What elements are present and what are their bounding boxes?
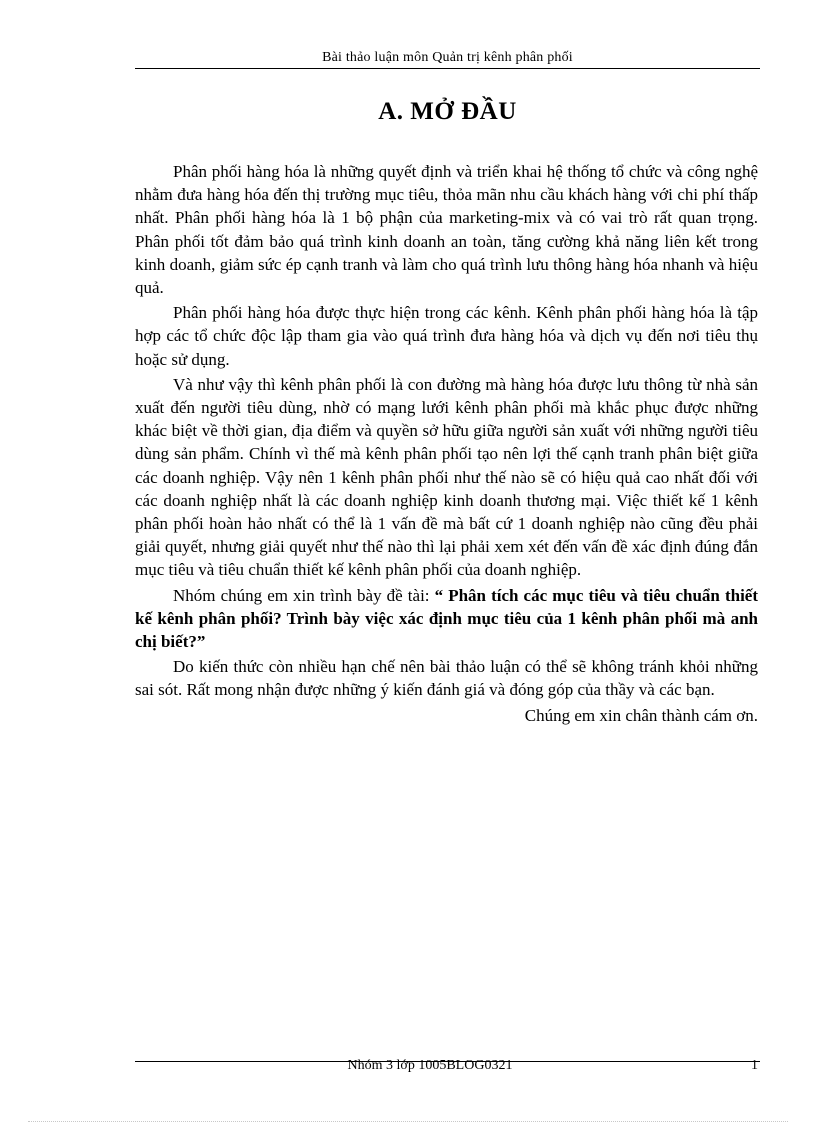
page-boundary [28, 1121, 788, 1122]
body-text [135, 160, 758, 727]
paragraph-5: Do kiến thức còn nhiều hạn chế nên bài thảo luận có thể sẽ không tránh khỏi những sai sót. Rất mong nhận được những ý kiến đánh giá và đóng góp của thầy và các bạn. [135, 657, 758, 700]
paragraph-3: Và như vậy thì kênh phân phối là con đường mà hàng hóa được lưu thông từ nhà sản xuất đến người tiêu dùng, nhờ có mạng lưới kênh phân phối mà khắc phục được những khác biệt về thời gian, địa điểm và quyền sở hữu giữa người sản xuất với những người tiêu dùng sản phẩm. Chính vì thế mà kênh phân phối tạo nên lợi thế cạnh tranh phân biệt giữa các doanh nghiệp. Vậy nên 1 kênh phân phối như thế nào sẽ có hiệu quả cao nhất đối với các doanh nghiệp nhất là các doanh nghiệp kinh doanh thương mại. Việc thiết kế 1 kênh phân phối hoàn hảo nhất có thể là 1 vấn đề mà bất cứ 1 doanh nghiệp nào cũng đều phải giải quyết, nhưng giải quyết như thế nào thì lại phải xem xét đến vấn đề xác định đúng đắn mục tiêu và tiêu chuẩn thiết kế kênh phân phối của doanh nghiệp. [135, 374, 758, 580]
section-title: A. MỞ ĐẦU [378, 98, 517, 125]
running-footer: Nhóm 3 lớp 1005BLOG0321 [347, 1058, 513, 1073]
closing-line: Chúng em xin chân thành cám ơn. [524, 705, 758, 725]
paragraph-1: Phân phối hàng hóa là những quyết định và triển khai hệ thống tổ chức và công nghệ nhằm đưa hàng hóa đến thị trường mục tiêu, thỏa mãn nhu cầu khách hàng với chi phí thấp nhất. Phân phối hàng hóa là 1 bộ phận của marketing-mix và có vai trò rất quan trọng. Phân phối tốt đảm bảo quá trình kinh doanh an toàn, tăng cường khả năng liên kết trong kinh doanh, giảm sức ép cạnh tranh và làm cho quá trình lưu thông hàng hóa nhanh và hiệu quả. [135, 162, 758, 298]
paragraph-2: Phân phối hàng hóa được thực hiện trong các kênh. Kênh phân phối hàng hóa là tập hợp các tổ chức độc lập tham gia vào quá trình đưa hàng hóa và dịch vụ đến nơi tiêu thụ hoặc sử dụng. [135, 303, 758, 369]
paragraph-4 [135, 584, 758, 654]
header-rule [135, 68, 760, 69]
topic-intro: Nhóm chúng em xin trình bày đề tài: [173, 585, 435, 605]
page-number: 1 [751, 1058, 758, 1073]
topic-title: “ Phân tích các mục tiêu và tiêu chuẩn thiết kế kênh phân phối? Trình bày việc xác định mục tiêu của 1 kênh phân phối mà anh chị biết?” [135, 585, 758, 652]
running-header: Bài thảo luận môn Quản trị kênh phân phối [322, 50, 573, 65]
